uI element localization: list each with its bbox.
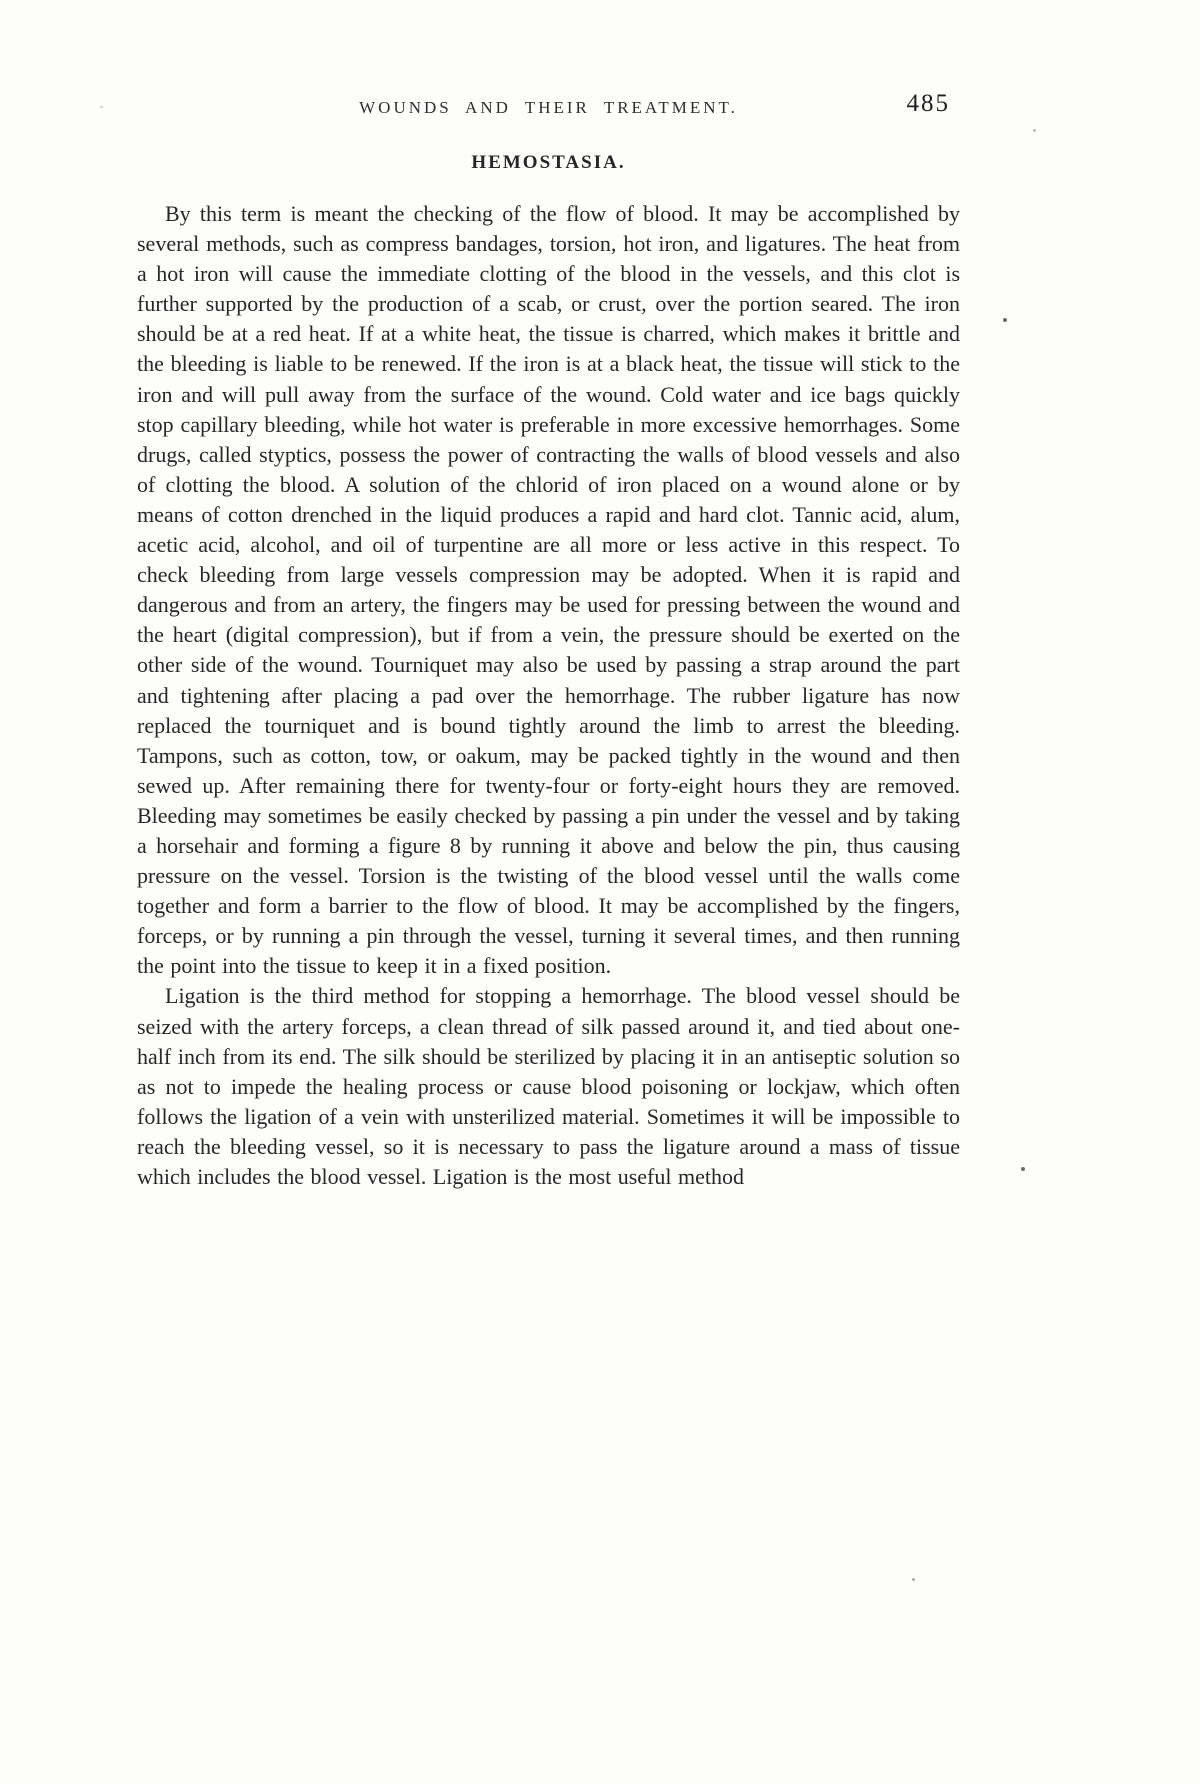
scan-speck xyxy=(1033,129,1036,132)
scan-speck xyxy=(1003,318,1007,322)
running-head xyxy=(137,90,960,124)
scan-speck xyxy=(1021,1167,1025,1171)
running-head-title: WOUNDS AND THEIR TREATMENT. xyxy=(359,98,738,117)
scan-speck xyxy=(912,1578,915,1581)
scan-speck xyxy=(100,106,103,108)
page-number: 485 xyxy=(906,90,950,117)
page-content xyxy=(137,90,960,1192)
paragraph-hemostasia-methods: By this term is meant the checking of the flow of blood. It may be accomplished by several methods, such as compress bandages, torsion, hot iron, and ligatures. The heat from a hot iron will cause the immediate clotting of the blood in the vessels, and this clot is further supported by the production of a scab, or crust, over the portion seared. The iron should be at a red heat. If at a white heat, the tissue is charred, which makes it brittle and the bleeding is liable to be renewed. If the iron is at a black heat, the tissue will stick to the iron and will pull away from the surface of the wound. Cold water and ice bags quickly stop capillary bleeding, while hot water is preferable in more excessive hemorrhages. Some drugs, called styptics, possess the power of contracting the walls of blood vessels and also of clotting the blood. A solution of the chlorid of iron placed on a wound alone or by means of cotton drenched in the liquid produces a rapid and hard clot. Tannic acid, alum, acetic acid, alcohol, and oil of turpentine are all more or less active in this respect. To check bleeding from large vessels compression may be adopted. When it is rapid and dangerous and from an artery, the fingers may be used for pressing between the wound and the heart (digital compression), but if from a vein, the pressure should be exerted on the other side of the wound. Tourniquet may also be used by passing a strap around the part and tightening after placing a pad over the hemorrhage. The rubber ligature has now replaced the tourniquet and is bound tightly around the limb to arrest the bleeding. Tampons, such as cotton, tow, or oakum, may be packed tightly in the wound and then sewed up. After remaining there for twenty-four or forty-eight hours they are removed. Bleeding may sometimes be easily checked by passing a pin under the vessel and by taking a horsehair and forming a figure 8 by running it above and below the pin, thus causing pressure on the vessel. Torsion is the twisting of the blood vessel until the walls come together and form a barrier to the flow of blood. It may be accomplished by the fingers, forceps, or by running a pin through the vessel, turning it several times, and then running the point into the tissue to keep it in a fixed position. xyxy=(137,201,960,979)
paragraph-ligation: Ligation is the third method for stopping a hemorrhage. The blood vessel should be seized with the artery forceps, a clean thread of silk passed around it, and tied about one-half inch from its end. The silk should be sterilized by placing it in an antiseptic solution so as not to impede the healing process or cause blood poisoning or lockjaw, which often follows the ligation of a vein with unsterilized material. Sometimes it will be impossible to reach the bleeding vessel, so it is necessary to pass the ligature around a mass of tissue which includes the blood vessel. Ligation is the most useful method xyxy=(137,983,960,1189)
section-heading: HEMOSTASIA. xyxy=(471,152,626,173)
